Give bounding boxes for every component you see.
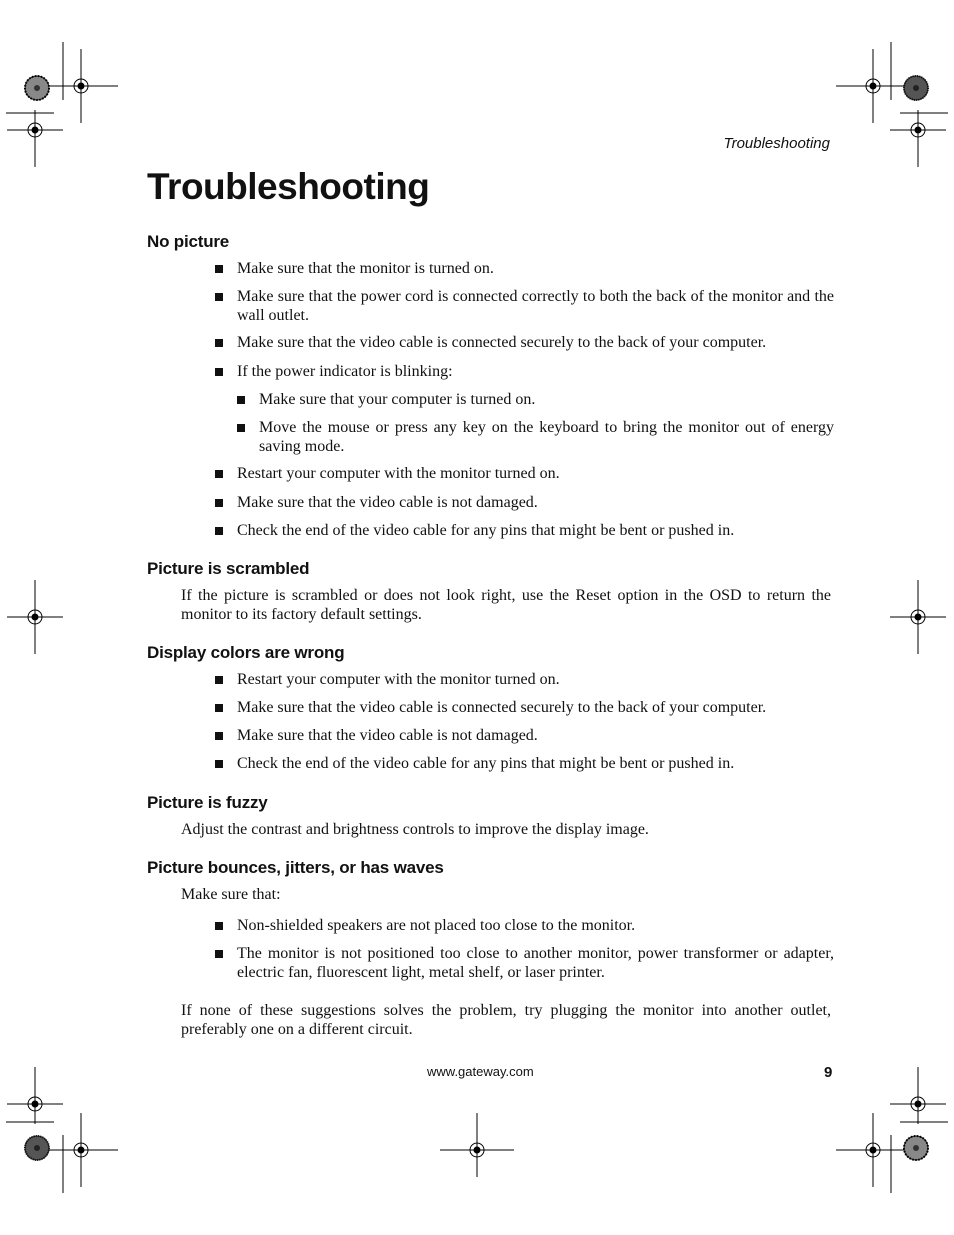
- footer-url: www.gateway.com: [427, 1064, 534, 1079]
- bullet-icon: [215, 704, 223, 712]
- list-item: Check the end of the video cable for any pins that might be bent or pushed in.: [237, 521, 834, 540]
- running-header: Troubleshooting: [723, 135, 830, 152]
- list-item: The monitor is not positioned too close to another monitor, power transformer or adapter, electric fan, fluorescent light, metal shelf, or laser printer.: [237, 944, 834, 982]
- bullet-icon: [215, 368, 223, 376]
- list-item: If the power indicator is blinking:: [237, 362, 834, 381]
- list-item: Restart your computer with the monitor turned on.: [237, 464, 834, 483]
- paragraph-fuzzy: Adjust the contrast and brightness controls to improve the display image.: [181, 821, 649, 838]
- section-heading-no-picture: No picture: [147, 232, 230, 251]
- bullet-icon: [215, 732, 223, 740]
- list-item: Check the end of the video cable for any pins that might be bent or pushed in.: [237, 754, 834, 773]
- section-heading-scrambled: Picture is scrambled: [147, 559, 310, 578]
- bullet-icon: [215, 676, 223, 684]
- bullet-icon: [215, 499, 223, 507]
- list-item: Make sure that the video cable is connected securely to the back of your computer.: [237, 333, 834, 352]
- bullet-icon: [237, 424, 245, 432]
- page-title: Troubleshooting: [147, 166, 430, 207]
- section-heading-fuzzy: Picture is fuzzy: [147, 793, 268, 812]
- section-heading-colors: Display colors are wrong: [147, 643, 345, 662]
- section-heading-bounces: Picture bounces, jitters, or has waves: [147, 858, 444, 877]
- list-item: Make sure that the video cable is not damaged.: [237, 726, 834, 745]
- list-item: Make sure that the video cable is connected securely to the back of your computer.: [237, 698, 834, 717]
- list-item: Restart your computer with the monitor turned on.: [237, 670, 834, 689]
- bullet-icon: [215, 950, 223, 958]
- bullet-icon: [237, 396, 245, 404]
- page-number: 9: [824, 1064, 833, 1081]
- bullet-icon: [215, 265, 223, 273]
- list-item: Non-shielded speakers are not placed too close to the monitor.: [237, 916, 834, 935]
- paragraph-bounces-intro: Make sure that:: [181, 886, 281, 903]
- bullet-icon: [215, 760, 223, 768]
- list-item: Make sure that the video cable is not damaged.: [237, 493, 834, 512]
- bullet-icon: [215, 922, 223, 930]
- bullet-icon: [215, 293, 223, 301]
- bullet-icon: [215, 470, 223, 478]
- bullet-icon: [215, 527, 223, 535]
- paragraph-bounces-closing: If none of these suggestions solves the problem, try plugging the monitor into another outlet, preferably one on a different circuit.: [181, 1002, 831, 1038]
- bullet-icon: [215, 339, 223, 347]
- paragraph-scrambled: If the picture is scrambled or does not look right, use the Reset option in the OSD to return the monitor to its factory default settings.: [181, 587, 831, 623]
- sub-list-item: Make sure that your computer is turned on.: [259, 390, 834, 409]
- list-item: Make sure that the monitor is turned on.: [237, 259, 834, 278]
- list-item: Make sure that the power cord is connected correctly to both the back of the monitor and the wall outlet.: [237, 287, 834, 325]
- sub-list-item: Move the mouse or press any key on the keyboard to bring the monitor out of energy saving mode.: [259, 418, 834, 456]
